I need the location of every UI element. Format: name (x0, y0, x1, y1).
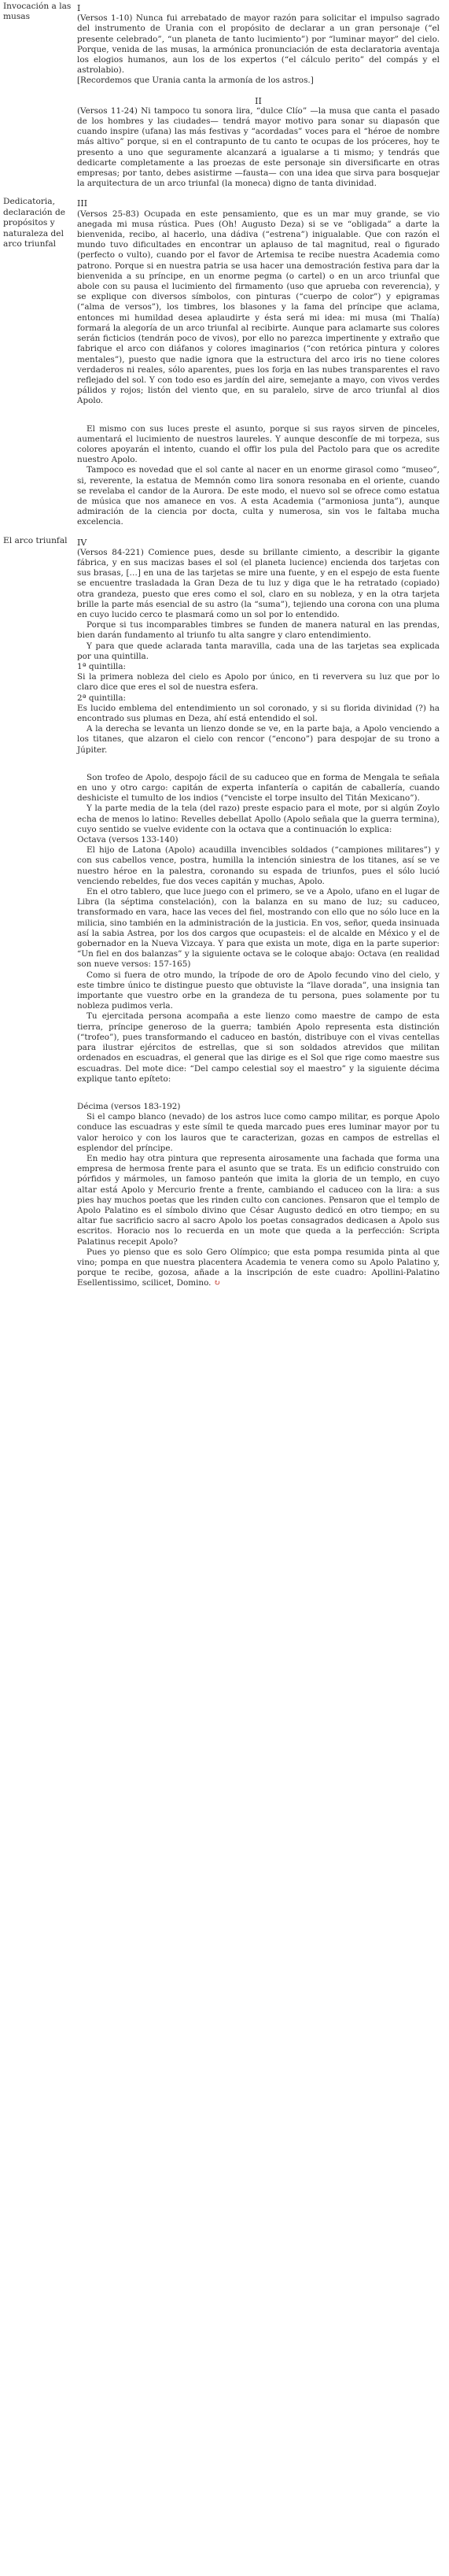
paragraph: Y la parte media de la tela (del razo) preste espacio para el mote, por si algún Zoylo echa de menos lo latino: Revelles debellat Apollo (Apolo señala que la guerra termina), cuyo sentido se vuelve evidente con la octava que a continuación lo explica: (77, 804, 440, 834)
quintilla-heading: 2ª quintilla: (77, 693, 127, 703)
section-number: I (77, 3, 81, 13)
paragraph: Como si fuera de otro mundo, la trípode de oro de Apolo fecundo vino del cielo, y este timbre único te distingue puesto que obtuviste la “llave dorada”, una insignia tan importante que vuestro orbe en la grandeza de tu persona, pues solamente por tu nobleza pudimos verla. (77, 970, 440, 1011)
margin-note-arco-triunfal: El arco triunfal (3, 535, 68, 545)
section-2 (0, 94, 449, 190)
paragraph: En medio hay otra pintura que representa airosamente una fachada que forma una empresa de hermosa frente para el asunto que se trata. Es un edificio construido con pórfidos y mármoles, un famoso panteón que imita la gloria de un templo, en cuyo altar está Apolo y Mercurio frente a frente, cambiando el caduceo con la lira: a sus pies hay muchos poetas que les rinden culto con canciones. Pensaron que el templo de Apolo Palatino es el símbolo divino que César Augusto dedicó en otro tiempo; en su altar fue sacrificio sacro al sacro Apolo los poetas consagrados dedicasen a Apolo sus escritos. Horacio nos lo recuerda en un mote que queda a la perfección: Scripta Palatinus recepit Apolo? (77, 1153, 440, 1247)
paragraph-last (77, 1247, 440, 1289)
section-2-body (77, 94, 443, 190)
decima-heading: Décima (versos 183-192) (77, 1101, 181, 1111)
paragraph: Y para que quede aclarada tanta maravilla, cada una de las tarjetas sea explicada por una quintilla. (77, 641, 440, 661)
section-3 (0, 197, 449, 527)
paragraph: (Versos 1-10) Nunca fui arrebatado de mayor razón para solicitar el impulso sagrado del instrumento de Urania con el propósito de declarar a un gran personaje (“el presente celebrado”, “un planeta de tanto lucimiento”) por “luminar mayor” del cielo. Porque, venida de las musas, la armónica pronunciación de esta declaratoria aventaja los elogios humanos, aun los de los expertos (“el cálculo perito” del compás y el astrolabio). (77, 13, 440, 76)
paragraph: Son trofeo de Apolo, despojo fácil de su caduceo que en forma de Mengala te señala en uno y otro cargo: capitán de experta infantería o capitán de caballería, cuando deshiciste el tumulto de los indios (“venciste el torpe insulto del Titán Mexicano”). (77, 772, 440, 804)
margin-note-invocacion: Invocación a las musas (3, 2, 72, 22)
paragraph: Es lucido emblema del entendimiento un sol coronado, y si su florida divinidad (?) ha encontrado sus plumas en Deza, ahí está entendido el sol. (77, 703, 440, 723)
paragraph: (Versos 25-83) Ocupada en este pensamiento, que es un mar muy grande, se vio anegada mi musa rústica. Pues (Oh! Augusto Deza) si se ve “obligada” a darte la bienvenida, recibo, al hacerlo, una dádiva (“estrena”) inigualable. Que con razón el mundo tuvo dificultades en encontrar un aplauso de tal magnitud, real o figurado (perfecto o vulto), cuando por el favor de Artemisa te recibe nuestra Academia como patrono. Porque si en nuestra patria se usa hacer una demostración festiva para dar la bienvenida a su príncipe, en un enorme pegma (o cartel) o en un arco triunfal que abole con su pausa el lucimiento del firmamento (uso que aprueba con reverencia), y se explique con diversos símbolos, con pinturas (“cuerpo de color”) y epigramas (“alma de versos”), los timbres, los blasones y la fama del príncipe que aclama, entonces mi humildad desea aplaudirte y ésta será mi idea: mi musa (mi Thalía) formará la alegoría de un arco triunfal al recibirte. Aunque para aclamarte sus colores serán ficticios (tendrán poco de vivos), por ello no parezca impertinente y extraño que fabrique el arco con diáfanos y colores imaginarios (“con retórica pintura y colores mentales”), puesto que nadie ignora que la estructura del arco iris no tiene colores verdaderos ni reales, sólo aparentes, pues los forja en las nubes transparentes el ravo reflejado del sol. Y con todo eso es jardín del aire, semejante a mayo, con vivos verdes pálidos y rojos; listón del viento que, en su paralelo, sirve de arco triunfal al dios Apolo. (77, 209, 440, 406)
continue-arrow-icon: ↻ (213, 1279, 221, 1288)
section-number: II (255, 95, 262, 106)
section-4-body (77, 536, 443, 1289)
margin-note-dedicatoria: Dedicatoria, declaración de propósitos y naturaleza del arco triunfal (3, 197, 66, 249)
paragraph: A la derecha se levanta un lienzo donde se ve, en la parte baja, a Apolo venciendo a los titanes, que alzaron el cielo con rencor (“encono”) para despojar de su trono a Júpiter. (77, 724, 440, 755)
paragraph: Porque si tus incomparables timbres se funden de manera natural en las prendas, bien darán fundamento al triunfo tu alta sangre y claro entendimiento. (77, 620, 440, 641)
paragraph: En el otro tablero, que luce juego con el primero, se ve a Apolo, ufano en el lugar de Libra (la séptima constelación), con la balanza en su mano de luz; su caduceo, transformado en vara, hace las veces del fiel, mostrando con ello que no sólo luce en la milicia, sino también en la administración de la justicia. En vos, señor, queda insinuada así la sabia Astrea, por los dos cargos que ocupasteis: el de alcalde en México y el de gobernador en la Nueva Vizcaya. Y para que exista un mote, diga en la parte superior: “Un fiel en dos balanzas” y la siguiente octava se le coloque abajo: Octava (en realidad son nueve versos: 157-165) (77, 887, 440, 970)
paragraph-text: Pues yo pienso que es solo Gero Olímpico; que esta pompa resumida pinta al que vino; pompa en que nuestra placentera Academia te venera como su Apolo Palatino y, porque te recibe, gozosa, añade a la inscripción de este cuadro: Apollini-Palatino Esellentissimo, scilicet, Domino. (77, 1247, 440, 1288)
section-1-body (77, 2, 443, 87)
paragraph: Si la primera nobleza del cielo es Apolo por único, en ti reververa su luz que por lo claro dice que eres el sol de nuestra esfera. (77, 672, 440, 693)
section-1 (0, 2, 449, 87)
paragraph: (Versos 84-221) Comience pues, desde su brillante cimiento, a describir la gigante fábrica, y en sus macizas bases el sol (el planeta lucience) encienda dos tarjetas con sus brasas, […] en una de las tarjetas se mire una fuente, y en el espejo de esta fuente se encuentre trasladada la Gran Deza de tu luz y diga que le ha retratado (copiado) otra grandeza, puesto que eres como el sol, claro en su nobleza, y en la otra tarjeta brille la parte más esencial de su astro (la “suma”), tejiendo una corona con una pluma en cuyo lucido cerco te plasmará como un sol por lo entendido. (77, 547, 440, 619)
octava-heading: Octava (versos 133-140) (77, 835, 178, 845)
paragraph: Tampoco es novedad que el sol cante al nacer en un enorme girasol como “museo”, si, reverente, la estatua de Memnón como lira sonora resonaba en el oriente, cuando se revelaba el candor de la Aurora. De este modo, el nuevo sol se ofrece como estatua de música que nos amanece en vos. A esta Academia (“armoniosa junta”), aunque admiración de la ciencia por docta, culta y numerosa, sin vos le faltaba mucha excelencia. (77, 465, 440, 527)
paragraph: (Versos 11-24) Ni tampoco tu sonora lira, “dulce Clío” —la musa que canta el pasado de los hombres y las ciudades— tendrá mayor motivo para sonar su diapasón que cuando inspire (ufana) las más festivas y “acordadas” voces para el “héroe de nombre más altivo” porque, si en el contrapunto de tu canto te ocupas de los próceres, hoy te presento a uno que seguramente alcanzará a igualarse a ti mismo; y tendrás que dedicarte completamente a las proezas de este personaje sin diversificarte en otras empresas; por tanto, debes asistirme —fausta— con una idea que sirva para bosquejar la arquitectura de un arco triunfal (la moneca) digno de tanta divinidad. (77, 105, 440, 189)
paragraph: El mismo con sus luces preste el asunto, porque si sus rayos sirven de pinceles, aumentará el lucimiento de nuestros laureles. Y aunque desconfíe de mi torpeza, sus colores apoyarán el intento, cuando el offir los pula del Pactolo para que os acredite nuestro Apolo. (77, 423, 440, 465)
quintilla-heading: 1ª quintilla: (77, 661, 127, 671)
section-number: IV (77, 537, 87, 548)
paragraph: Si el campo blanco (nevado) de los astros luce como campo militar, es porque Apolo conduce las escuadras y este símil te queda marcado pues eres luminar mayor por tu valor heroico y con los lauros que te caracterizan, gozas en campos de estrellas el esplendor del príncipe. (77, 1112, 440, 1153)
section-number: III (77, 198, 88, 209)
section-3-body (77, 197, 443, 527)
paragraph: El hijo de Latona (Apolo) acaudilla invencibles soldados (“campiones militares”) y con sus cabellos vence, postra, humilla la intención siniestra de los titanes, así se ve nuestro héroe en la palestra, coronando su espada de triunfos, pues el sólo lució venciendo rebeldes, fue dos veces capitán y muchas, Apolo. (77, 845, 440, 886)
section-4 (0, 536, 449, 1289)
paragraph: [Recordemos que Urania canta la armonía de los astros.] (77, 76, 314, 86)
paragraph: Tu ejercitada persona acompaña a este lienzo como maestre de campo de esta tierra, príncipe generoso de la guerra; también Apolo representa esta distinción (“trofeo”), pues transformando el caduceo en bastón, distribuye con el vivas centellas para ilustrar ejércitos de estrellas, que si son soldados atrevidos que militan ordenados en escuadras, el general que las dirige es el Sol que rige como maestre sus escuadras. Del mote dice: “Del campo celestial soy el maestro” y la siguiente décima explique tanto epíteto: (77, 1011, 440, 1084)
